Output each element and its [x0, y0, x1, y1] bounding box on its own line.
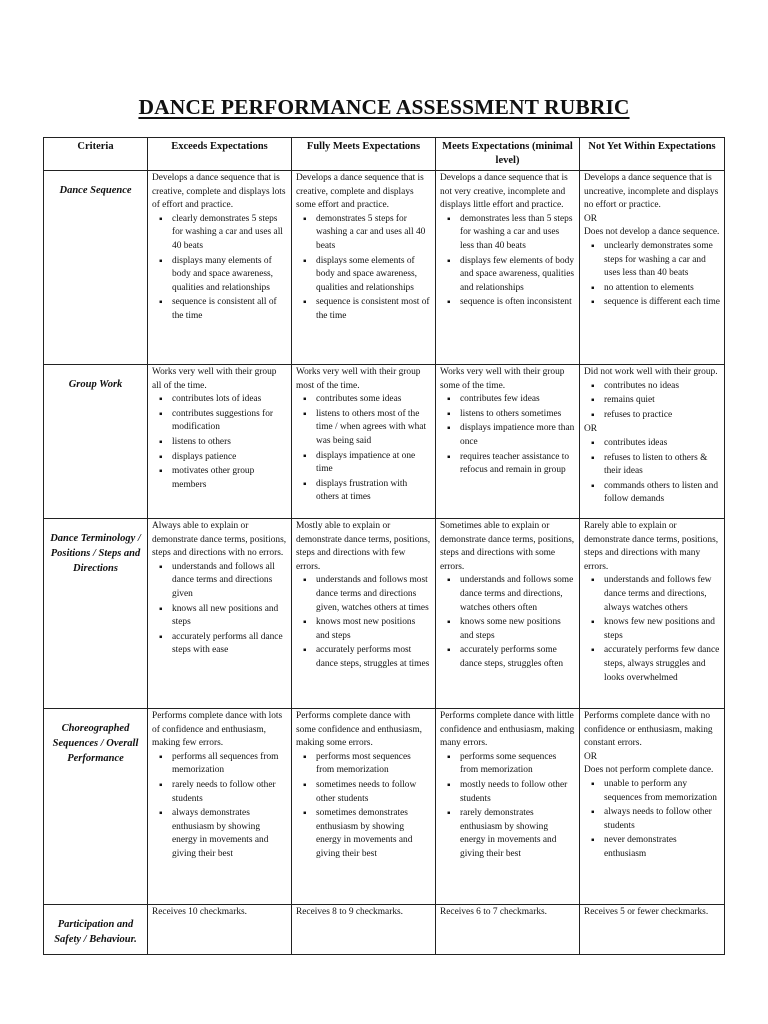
bullet-item: ▪ demonstrates less than 5 steps for washing a car and uses less than 40 beats — [460, 213, 575, 254]
cell-intro: Does not perform complete dance. — [584, 765, 714, 776]
cell-intro: Develops a dance sequence that is creative, complete and displays some effort and practice. — [296, 173, 424, 211]
cell-intro: Performs complete dance with some confidence and enthusiasm, making some errors. — [296, 711, 423, 749]
header-row — [44, 138, 725, 171]
criteria-cell: Dance Terminology / Positions / Steps and Directions — [44, 519, 148, 709]
bullet-item: ▪ accurately performs most dance steps, struggles at times — [316, 644, 431, 671]
bullet-item: ▪ sometimes demonstrates enthusiasm by showing energy in movements and giving their best — [316, 807, 431, 861]
bullet-item: ▪ refuses to listen to others & their ideas — [604, 452, 720, 479]
bullet-item: ▪ listens to others sometimes — [460, 408, 575, 422]
rubric-row — [44, 365, 725, 519]
cell-intro: Works very well with their group most of the time. — [296, 367, 421, 391]
criteria-cell: Dance Sequence — [44, 171, 148, 365]
bullet-item: ▪ listens to others — [172, 436, 287, 450]
rubric-cell-not-yet — [580, 905, 725, 955]
bullet-list — [152, 751, 287, 862]
rubric-cell-not-yet — [580, 171, 725, 365]
cell-intro: Rarely able to explain or demonstrate dance terms, positions, steps and directions with many errors. — [584, 521, 719, 572]
header-meets: Meets Expectations (minimal level) — [436, 138, 580, 171]
rubric-cell-fully-meets — [292, 171, 436, 365]
bullet-item: ▪ understands and follows few dance terms and directions, always watches others — [604, 574, 720, 615]
bullet-list — [440, 393, 575, 478]
rubric-cell-meets — [436, 905, 580, 955]
rubric-row — [44, 519, 725, 709]
bullet-item: ▪ no attention to elements — [604, 282, 720, 296]
rubric-cell-not-yet — [580, 709, 725, 905]
bullet-list — [584, 778, 720, 862]
rubric-cell-fully-meets — [292, 365, 436, 519]
bullet-item: ▪ accurately performs few dance steps, always struggles and looks overwhelmed — [604, 644, 720, 685]
cell-intro: Works very well with their group all of the time. — [152, 367, 277, 391]
bullet-item: ▪ knows few new positions and steps — [604, 616, 720, 643]
bullet-item: ▪ listens to others most of the time / when agrees with what was being said — [316, 408, 431, 449]
cell-intro: Mostly able to explain or demonstrate dance terms, positions, steps and directions with few errors. — [296, 521, 431, 572]
header-criteria: Criteria — [44, 138, 148, 171]
bullet-item: ▪ clearly demonstrates 5 steps for washing a car and uses all 40 beats — [172, 213, 287, 254]
bullet-item: ▪ requires teacher assistance to refocus and remain in group — [460, 451, 575, 478]
bullet-item: ▪ understands and follows all dance terms and directions given — [172, 561, 287, 602]
bullet-item: ▪ performs all sequences from memorization — [172, 751, 287, 778]
bullet-item: ▪ sometimes needs to follow other students — [316, 779, 431, 806]
rubric-cell-meets — [436, 709, 580, 905]
cell-intro: Always able to explain or demonstrate dance terms, positions, steps and directions with no errors. — [152, 521, 287, 559]
rubric-cell-exceeds — [148, 519, 292, 709]
criteria-cell: Group Work — [44, 365, 148, 519]
cell-intro: Did not work well with their group. — [584, 367, 718, 377]
criteria-cell: Choreographed Sequences / Overall Performance — [44, 709, 148, 905]
rubric-row — [44, 709, 725, 905]
cell-intro: Performs complete dance with lots of confidence and enthusiasm, making few errors. — [152, 711, 283, 749]
bullet-item: ▪ knows most new positions and steps — [316, 616, 431, 643]
bullet-item: ▪ rarely needs to follow other students — [172, 779, 287, 806]
cell-intro: Receives 8 to 9 checkmarks. — [296, 907, 403, 917]
cell-intro: OR — [584, 213, 598, 224]
header-fully-meets: Fully Meets Expectations — [292, 138, 436, 171]
bullet-list — [152, 561, 287, 658]
cell-intro: Receives 6 to 7 checkmarks. — [440, 907, 547, 917]
rubric-cell-meets — [436, 171, 580, 365]
bullet-list — [152, 393, 287, 492]
bullet-item: ▪ understands and follows most dance terms and directions given, watches others at times — [316, 574, 431, 615]
bullet-item: ▪ unable to perform any sequences from memorization — [604, 778, 720, 805]
bullet-item: ▪ accurately performs all dance steps with ease — [172, 631, 287, 658]
bullet-item: ▪ displays patience — [172, 451, 287, 465]
bullet-item: ▪ sequence is often inconsistent — [460, 296, 575, 310]
bullet-list — [440, 213, 575, 310]
bullet-list — [296, 393, 431, 505]
rubric-row — [44, 171, 725, 365]
rubric-cell-not-yet — [580, 365, 725, 519]
bullet-item: ▪ remains quiet — [604, 394, 720, 408]
bullet-item: ▪ performs most sequences from memorization — [316, 751, 431, 778]
header-exceeds: Exceeds Expectations — [148, 138, 292, 171]
bullet-item: ▪ displays frustration with others at times — [316, 478, 431, 505]
bullet-item: ▪ contributes lots of ideas — [172, 393, 287, 407]
rubric-cell-fully-meets — [292, 519, 436, 709]
rubric-cell-exceeds — [148, 365, 292, 519]
bullet-item: ▪ contributes some ideas — [316, 393, 431, 407]
rubric-cell-not-yet — [580, 519, 725, 709]
bullet-item: ▪ understands and follows some dance terms and directions, watches others often — [460, 574, 575, 615]
document-title: DANCE PERFORMANCE ASSESSMENT RUBRIC — [138, 95, 630, 119]
rubric-row — [44, 905, 725, 955]
bullet-item: ▪ sequence is consistent all of the time — [172, 296, 287, 323]
cell-intro: Performs complete dance with no confidence or enthusiasm, making constant errors. — [584, 711, 713, 749]
bullet-item: ▪ demonstrates 5 steps for washing a car and uses all 40 beats — [316, 213, 431, 254]
bullet-item: ▪ always needs to follow other students — [604, 806, 720, 833]
bullet-item: ▪ motivates other group members — [172, 465, 287, 492]
cell-intro: Receives 10 checkmarks. — [152, 907, 248, 917]
bullet-item: ▪ contributes few ideas — [460, 393, 575, 407]
bullet-list — [584, 574, 720, 685]
bullet-item: ▪ sequence is different each time — [604, 296, 720, 310]
bullet-list — [584, 240, 720, 310]
bullet-item: ▪ performs some sequences from memorization — [460, 751, 575, 778]
criteria-cell: Participation and Safety / Behaviour. — [44, 905, 148, 955]
cell-intro: Develops a dance sequence that is not very creative, incomplete and displays little effort and practice. — [440, 173, 568, 211]
bullet-list — [296, 213, 431, 324]
bullet-list — [584, 437, 720, 507]
rubric-cell-exceeds — [148, 709, 292, 905]
bullet-item: ▪ refuses to practice — [604, 409, 720, 423]
cell-intro: Sometimes able to explain or demonstrate dance terms, positions, steps and directions with some errors. — [440, 521, 575, 572]
bullet-item: ▪ accurately performs some dance steps, struggles often — [460, 644, 575, 671]
bullet-item: ▪ never demonstrates enthusiasm — [604, 834, 720, 861]
cell-intro: Develops a dance sequence that is uncreative, incomplete and displays no effort or practice. — [584, 173, 719, 211]
rubric-cell-meets — [436, 365, 580, 519]
bullet-list — [296, 751, 431, 862]
rubric-body — [44, 171, 725, 955]
bullet-item: ▪ commands others to listen and follow demands — [604, 480, 720, 507]
header-not-yet: Not Yet Within Expectations — [580, 138, 725, 171]
cell-or: OR — [584, 424, 598, 435]
cell-intro: Does not develop a dance sequence. — [584, 227, 720, 238]
bullet-item: ▪ rarely demonstrates enthusiasm by showing energy in movements and giving their best — [460, 807, 575, 861]
cell-intro: Develops a dance sequence that is creative, complete and displays lots of effort and practice. — [152, 173, 286, 211]
bullet-item: ▪ contributes no ideas — [604, 380, 720, 394]
rubric-cell-exceeds — [148, 171, 292, 365]
rubric-table — [43, 137, 725, 955]
rubric-cell-fully-meets — [292, 709, 436, 905]
bullet-item: ▪ displays few elements of body and space awareness, qualities and relationships — [460, 255, 575, 296]
rubric-cell-exceeds — [148, 905, 292, 955]
bullet-item: ▪ mostly needs to follow other students — [460, 779, 575, 806]
rubric-cell-meets — [436, 519, 580, 709]
bullet-list — [152, 213, 287, 324]
cell-intro: OR — [584, 751, 598, 762]
cell-intro: Receives 5 or fewer checkmarks. — [584, 907, 709, 917]
bullet-list — [296, 574, 431, 671]
bullet-item: ▪ displays some elements of body and space awareness, qualities and relationships — [316, 255, 431, 296]
bullet-item: ▪ unclearly demonstrates some steps for washing a car and uses less than 40 beats — [604, 240, 720, 281]
bullet-item: ▪ contributes suggestions for modification — [172, 408, 287, 435]
bullet-list — [440, 574, 575, 671]
bullet-list — [440, 751, 575, 862]
rubric-cell-fully-meets — [292, 905, 436, 955]
bullet-item: ▪ knows all new positions and steps — [172, 603, 287, 630]
cell-intro: Performs complete dance with little confidence and enthusiasm, making many errors. — [440, 711, 575, 749]
bullet-item: ▪ always demonstrates enthusiasm by showing energy in movements and giving their best — [172, 807, 287, 861]
bullet-item: ▪ displays many elements of body and space awareness, qualities and relationships — [172, 255, 287, 296]
bullet-item: ▪ knows some new positions and steps — [460, 616, 575, 643]
bullet-item: ▪ displays impatience more than once — [460, 422, 575, 449]
bullet-item: ▪ sequence is consistent most of the time — [316, 296, 431, 323]
bullet-list — [584, 380, 720, 423]
cell-intro: Works very well with their group some of the time. — [440, 367, 565, 391]
bullet-item: ▪ displays impatience at one time — [316, 450, 431, 477]
bullet-item: ▪ contributes ideas — [604, 437, 720, 451]
